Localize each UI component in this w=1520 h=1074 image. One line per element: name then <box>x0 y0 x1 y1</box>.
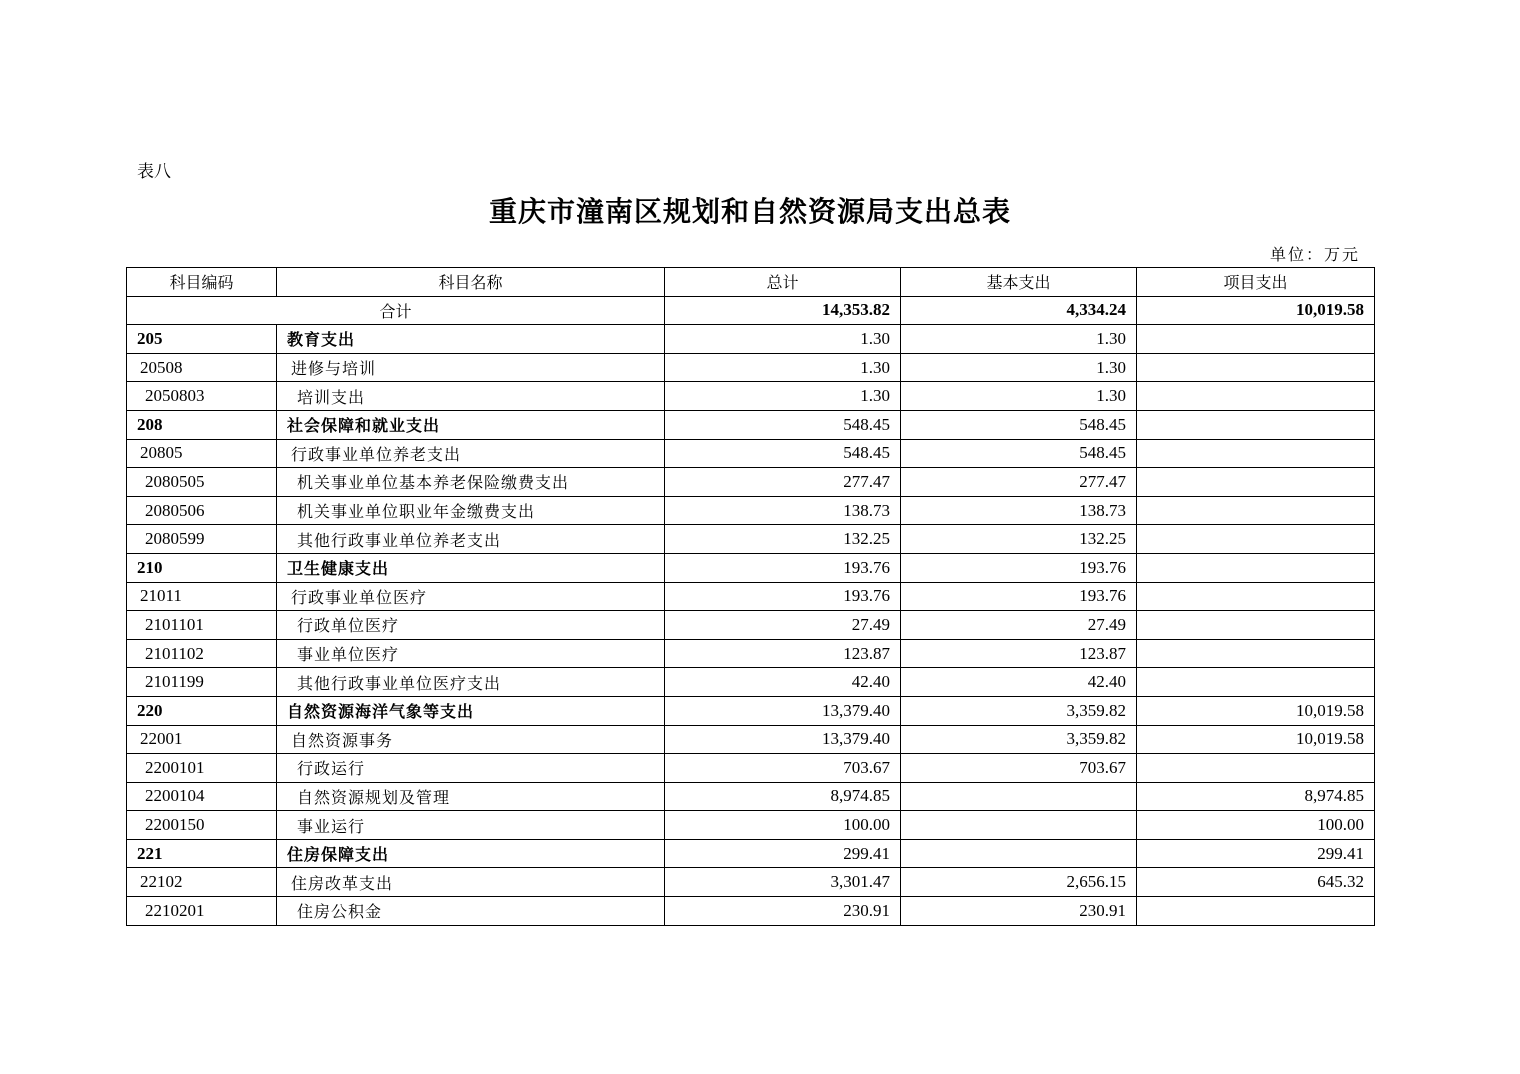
row-basic: 193.76 <box>901 582 1137 611</box>
row-code: 20508 <box>127 353 277 382</box>
row-project <box>1137 582 1375 611</box>
table-row <box>127 868 1375 897</box>
row-total: 193.76 <box>665 582 901 611</box>
table-row <box>127 439 1375 468</box>
row-project <box>1137 382 1375 411</box>
table-row <box>127 811 1375 840</box>
row-basic <box>901 839 1137 868</box>
table-row <box>127 611 1375 640</box>
unit-label: 单位：万元 <box>1270 245 1361 264</box>
row-total: 548.45 <box>665 410 901 439</box>
row-basic: 132.25 <box>901 525 1137 554</box>
table-row <box>127 754 1375 783</box>
row-basic: 27.49 <box>901 611 1137 640</box>
total-row <box>127 296 1375 325</box>
row-code: 2210201 <box>127 897 277 926</box>
row-code: 220 <box>127 696 277 725</box>
row-project: 645.32 <box>1137 868 1375 897</box>
row-basic: 548.45 <box>901 410 1137 439</box>
header-row <box>127 268 1375 297</box>
header-total: 总计 <box>665 268 901 297</box>
table-row <box>127 382 1375 411</box>
row-project <box>1137 897 1375 926</box>
row-code: 2080506 <box>127 496 277 525</box>
row-total: 703.67 <box>665 754 901 783</box>
row-project <box>1137 496 1375 525</box>
row-basic: 1.30 <box>901 382 1137 411</box>
row-basic: 548.45 <box>901 439 1137 468</box>
row-name: 卫生健康支出 <box>277 553 665 582</box>
row-name: 住房改革支出 <box>277 868 665 897</box>
row-total: 1.30 <box>665 325 901 354</box>
row-total: 3,301.47 <box>665 868 901 897</box>
row-code: 205 <box>127 325 277 354</box>
row-basic: 277.47 <box>901 468 1137 497</box>
row-basic: 193.76 <box>901 553 1137 582</box>
row-basic: 123.87 <box>901 639 1137 668</box>
table-row <box>127 353 1375 382</box>
row-total: 27.49 <box>665 611 901 640</box>
row-name: 事业运行 <box>277 811 665 840</box>
row-basic: 1.30 <box>901 353 1137 382</box>
row-name: 其他行政事业单位医疗支出 <box>277 668 665 697</box>
row-project <box>1137 611 1375 640</box>
row-name: 行政单位医疗 <box>277 611 665 640</box>
row-name: 住房公积金 <box>277 897 665 926</box>
row-code: 2200104 <box>127 782 277 811</box>
table-row <box>127 325 1375 354</box>
row-basic: 2,656.15 <box>901 868 1137 897</box>
row-project <box>1137 410 1375 439</box>
header-name: 科目名称 <box>277 268 665 297</box>
row-code: 2080505 <box>127 468 277 497</box>
table-row <box>127 468 1375 497</box>
row-code: 210 <box>127 553 277 582</box>
row-code: 2101102 <box>127 639 277 668</box>
header-basic: 基本支出 <box>901 268 1137 297</box>
row-code: 20805 <box>127 439 277 468</box>
row-project <box>1137 639 1375 668</box>
row-project <box>1137 525 1375 554</box>
row-total: 100.00 <box>665 811 901 840</box>
row-code: 2200101 <box>127 754 277 783</box>
row-basic: 138.73 <box>901 496 1137 525</box>
table-row <box>127 696 1375 725</box>
header-project: 项目支出 <box>1137 268 1375 297</box>
row-total: 1.30 <box>665 382 901 411</box>
row-code: 22001 <box>127 725 277 754</box>
row-total: 230.91 <box>665 897 901 926</box>
row-name: 自然资源海洋气象等支出 <box>277 696 665 725</box>
row-total: 138.73 <box>665 496 901 525</box>
total-project: 10,019.58 <box>1137 296 1375 325</box>
row-name: 事业单位医疗 <box>277 639 665 668</box>
row-name: 自然资源事务 <box>277 725 665 754</box>
row-name: 其他行政事业单位养老支出 <box>277 525 665 554</box>
row-project: 100.00 <box>1137 811 1375 840</box>
row-basic <box>901 782 1137 811</box>
row-total: 299.41 <box>665 839 901 868</box>
row-basic: 3,359.82 <box>901 696 1137 725</box>
table-row <box>127 525 1375 554</box>
header-code: 科目编码 <box>127 268 277 297</box>
row-project <box>1137 353 1375 382</box>
row-name: 自然资源规划及管理 <box>277 782 665 811</box>
row-project <box>1137 439 1375 468</box>
table-label: 表八 <box>137 162 171 182</box>
row-name: 住房保障支出 <box>277 839 665 868</box>
row-total: 277.47 <box>665 468 901 497</box>
row-code: 221 <box>127 839 277 868</box>
table-row <box>127 897 1375 926</box>
row-code: 2050803 <box>127 382 277 411</box>
row-basic <box>901 811 1137 840</box>
row-basic: 3,359.82 <box>901 725 1137 754</box>
row-project <box>1137 754 1375 783</box>
row-total: 42.40 <box>665 668 901 697</box>
row-basic: 703.67 <box>901 754 1137 783</box>
row-project: 299.41 <box>1137 839 1375 868</box>
row-total: 123.87 <box>665 639 901 668</box>
table-row <box>127 553 1375 582</box>
row-project <box>1137 468 1375 497</box>
row-project: 8,974.85 <box>1137 782 1375 811</box>
row-code: 2101101 <box>127 611 277 640</box>
row-project: 10,019.58 <box>1137 696 1375 725</box>
row-name: 机关事业单位基本养老保险缴费支出 <box>277 468 665 497</box>
row-total: 132.25 <box>665 525 901 554</box>
row-basic: 42.40 <box>901 668 1137 697</box>
table-row <box>127 582 1375 611</box>
row-name: 培训支出 <box>277 382 665 411</box>
row-project <box>1137 325 1375 354</box>
table-row <box>127 839 1375 868</box>
total-label: 合计 <box>127 296 665 325</box>
row-name: 教育支出 <box>277 325 665 354</box>
total-basic: 4,334.24 <box>901 296 1137 325</box>
row-name: 社会保障和就业支出 <box>277 410 665 439</box>
row-total: 13,379.40 <box>665 696 901 725</box>
table-row <box>127 725 1375 754</box>
row-code: 21011 <box>127 582 277 611</box>
row-project: 10,019.58 <box>1137 725 1375 754</box>
row-name: 机关事业单位职业年金缴费支出 <box>277 496 665 525</box>
row-basic: 230.91 <box>901 897 1137 926</box>
row-project <box>1137 668 1375 697</box>
row-total: 13,379.40 <box>665 725 901 754</box>
table-row <box>127 410 1375 439</box>
row-total: 1.30 <box>665 353 901 382</box>
row-name: 行政事业单位医疗 <box>277 582 665 611</box>
row-total: 193.76 <box>665 553 901 582</box>
table-row <box>127 782 1375 811</box>
row-basic: 1.30 <box>901 325 1137 354</box>
row-code: 2200150 <box>127 811 277 840</box>
table-row <box>127 639 1375 668</box>
row-name: 行政运行 <box>277 754 665 783</box>
row-code: 2101199 <box>127 668 277 697</box>
table-row <box>127 668 1375 697</box>
expenditure-table <box>126 267 1375 926</box>
table-row <box>127 496 1375 525</box>
row-name: 进修与培训 <box>277 353 665 382</box>
total-total: 14,353.82 <box>665 296 901 325</box>
row-code: 22102 <box>127 868 277 897</box>
row-total: 548.45 <box>665 439 901 468</box>
row-code: 2080599 <box>127 525 277 554</box>
page-title: 重庆市潼南区规划和自然资源局支出总表 <box>488 195 1011 228</box>
row-total: 8,974.85 <box>665 782 901 811</box>
row-project <box>1137 553 1375 582</box>
row-code: 208 <box>127 410 277 439</box>
row-name: 行政事业单位养老支出 <box>277 439 665 468</box>
